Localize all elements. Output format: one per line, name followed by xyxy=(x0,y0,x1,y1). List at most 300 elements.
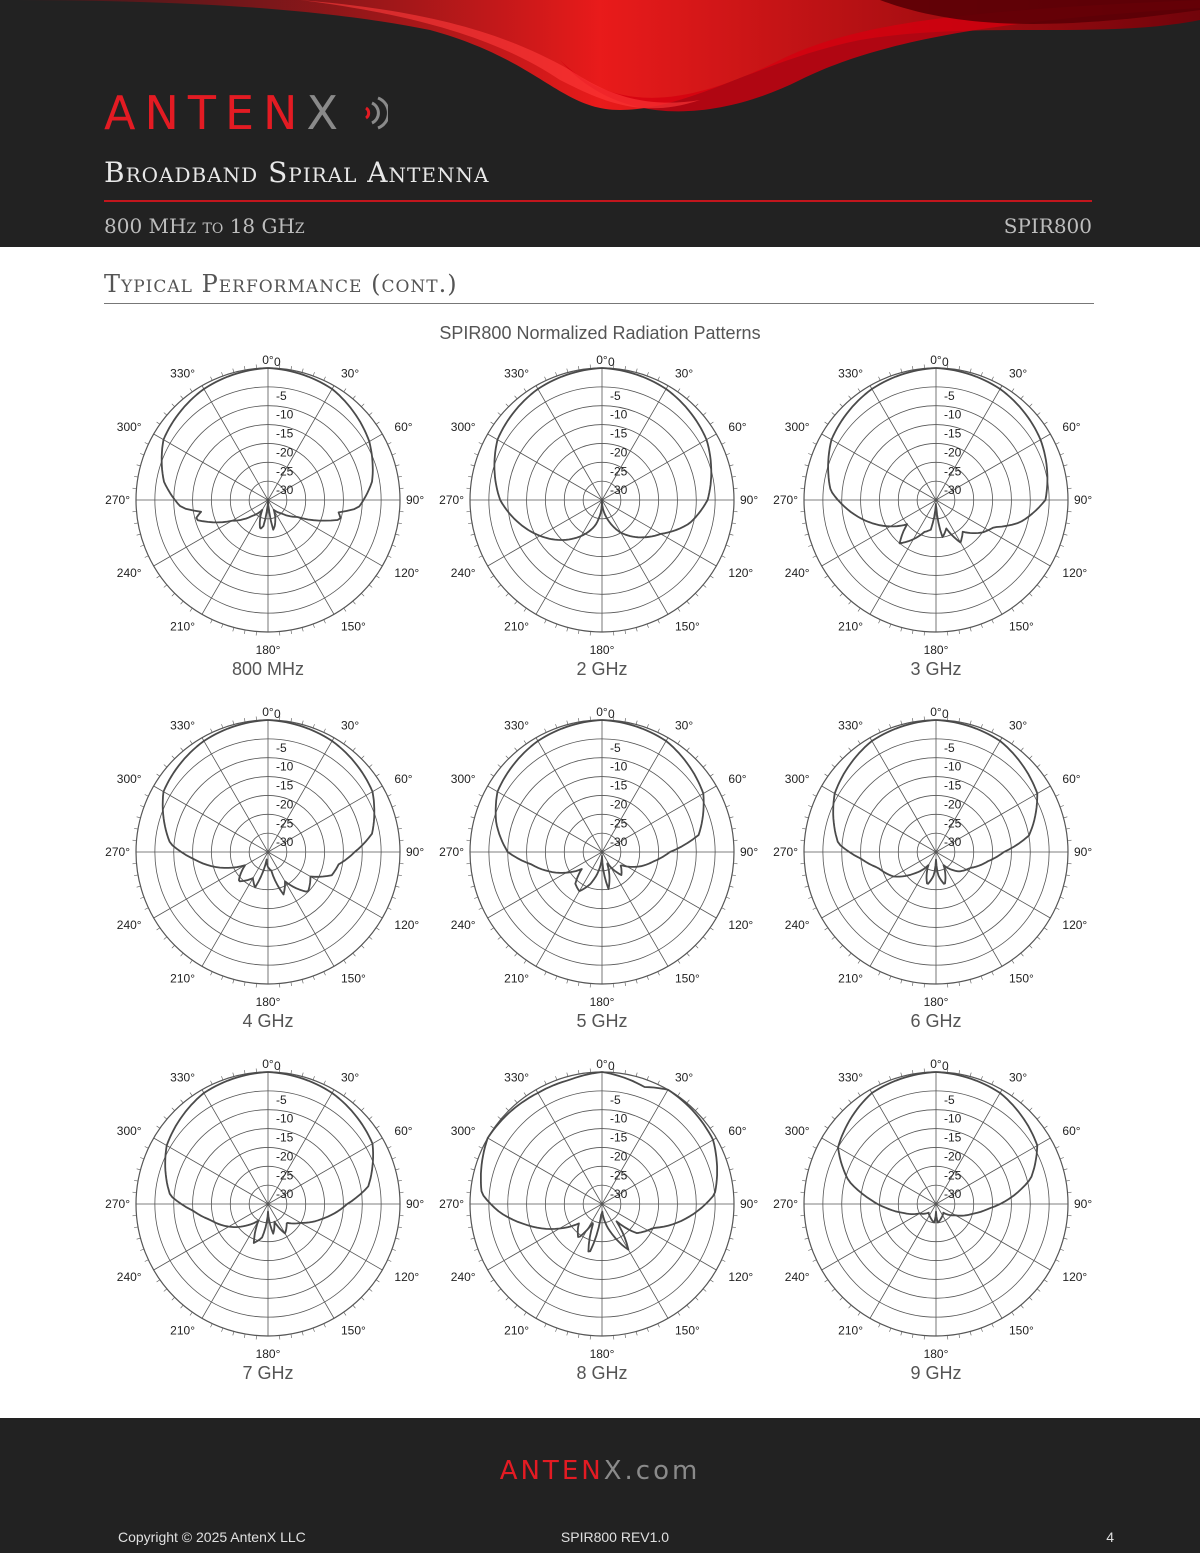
minor-tick xyxy=(474,545,478,546)
minor-tick xyxy=(695,945,698,948)
minor-tick xyxy=(479,443,483,445)
minor-tick xyxy=(808,897,812,898)
angle-tick-label: 270° xyxy=(105,1197,130,1211)
angle-tick-label: 0° xyxy=(262,705,274,719)
minor-tick xyxy=(578,1070,579,1074)
angle-tick-label: 240° xyxy=(784,918,810,932)
minor-tick xyxy=(732,1180,736,1181)
frequency-caption: 800 MHz xyxy=(231,659,305,679)
minor-tick xyxy=(658,620,660,624)
angle-tick-label: 150° xyxy=(1009,971,1034,986)
minor-tick xyxy=(625,1070,626,1074)
minor-tick xyxy=(578,1334,579,1338)
minor-tick xyxy=(879,972,881,976)
minor-tick xyxy=(545,620,547,624)
minor-tick xyxy=(524,389,526,392)
grid-spoke xyxy=(268,852,334,966)
minor-tick xyxy=(912,1070,913,1074)
minor-tick xyxy=(1060,1249,1064,1250)
minor-tick xyxy=(145,1260,149,1262)
minor-tick xyxy=(732,875,736,876)
radial-tick-label: -25 xyxy=(276,1168,294,1183)
minor-tick xyxy=(491,576,494,578)
radial-tick-label: -25 xyxy=(610,464,628,479)
radial-tick-label: -10 xyxy=(276,759,294,774)
minor-tick xyxy=(687,1100,690,1103)
minor-tick xyxy=(981,1328,982,1332)
minor-tick xyxy=(361,1297,364,1300)
minor-tick xyxy=(221,1076,222,1080)
grid-spoke xyxy=(154,852,268,918)
radial-tick-label: -25 xyxy=(944,1168,962,1183)
minor-tick xyxy=(157,928,160,930)
minor-tick xyxy=(1044,422,1047,424)
minor-tick xyxy=(578,366,579,370)
minor-tick xyxy=(468,875,472,876)
minor-tick xyxy=(545,972,547,976)
minor-tick xyxy=(805,817,809,818)
angle-tick-label: 180° xyxy=(255,995,281,1009)
angle-tick-label: 300° xyxy=(116,420,142,434)
angle-tick-label: 330° xyxy=(838,366,863,381)
minor-tick xyxy=(181,1100,184,1103)
minor-tick xyxy=(825,576,828,578)
minor-tick xyxy=(879,377,881,381)
angle-tick-label: 30° xyxy=(675,718,694,733)
minor-tick xyxy=(1029,593,1032,596)
minor-tick xyxy=(981,976,982,980)
minor-tick xyxy=(710,774,713,776)
minor-tick xyxy=(858,608,860,611)
minor-tick xyxy=(1060,897,1064,898)
angle-tick-label: 180° xyxy=(255,643,281,657)
minor-tick xyxy=(1066,875,1070,876)
frequency-caption: 4 GHz xyxy=(242,1011,294,1031)
minor-tick xyxy=(134,1180,138,1181)
minor-tick xyxy=(211,729,213,733)
angle-tick-label: 30° xyxy=(675,1070,694,1085)
minor-tick xyxy=(491,1126,494,1128)
radial-tick-label: -5 xyxy=(276,740,287,755)
angle-tick-label: 30° xyxy=(1009,718,1028,733)
angle-tick-label: 0° xyxy=(930,705,942,719)
minor-tick xyxy=(1064,886,1068,887)
minor-tick xyxy=(732,1227,736,1228)
minor-tick xyxy=(1064,817,1068,818)
minor-tick xyxy=(813,795,817,797)
radial-tick-label: -30 xyxy=(944,483,962,498)
minor-tick xyxy=(398,1227,402,1228)
minor-tick xyxy=(840,1108,843,1111)
minor-tick xyxy=(137,1238,141,1239)
minor-tick xyxy=(506,593,509,596)
minor-tick xyxy=(524,741,526,744)
radial-tick-label: -20 xyxy=(276,797,294,812)
minor-tick xyxy=(970,980,971,984)
grid-spoke xyxy=(268,1204,334,1318)
grid-spoke xyxy=(202,500,268,614)
minor-tick xyxy=(474,897,478,898)
minor-tick xyxy=(912,1334,913,1338)
minor-tick xyxy=(858,1312,860,1315)
angle-tick-label: 210° xyxy=(504,971,529,986)
minor-tick xyxy=(802,875,806,876)
minor-tick xyxy=(805,1238,809,1239)
minor-tick xyxy=(471,886,475,887)
minor-tick xyxy=(313,372,314,376)
minor-tick xyxy=(849,396,852,399)
minor-tick xyxy=(524,1312,526,1315)
frequency-range: 800 MHz to 18 GHz xyxy=(104,214,305,238)
minor-tick xyxy=(992,620,994,624)
minor-tick xyxy=(901,1073,902,1077)
minor-tick xyxy=(832,937,835,940)
grid-spoke xyxy=(488,852,602,918)
minor-tick xyxy=(376,774,379,776)
radial-tick-label: 0 xyxy=(608,355,615,369)
minor-tick xyxy=(145,556,149,558)
radial-tick-label: -25 xyxy=(944,816,962,831)
angle-tick-label: 270° xyxy=(105,845,130,859)
minor-tick xyxy=(244,630,245,634)
minor-tick xyxy=(678,741,680,744)
minor-tick xyxy=(157,774,160,776)
minor-tick xyxy=(1064,534,1068,535)
radial-tick-label: -20 xyxy=(610,797,628,812)
minor-tick xyxy=(172,404,175,407)
minor-tick xyxy=(636,1332,637,1336)
angle-tick-label: 90° xyxy=(740,493,759,507)
minor-tick xyxy=(164,765,167,768)
minor-tick xyxy=(474,453,478,454)
radial-tick-label: -5 xyxy=(944,388,955,403)
minor-tick xyxy=(802,1180,806,1181)
angle-tick-label: 120° xyxy=(728,918,754,932)
minor-tick xyxy=(687,748,690,751)
radial-tick-label: -15 xyxy=(610,778,628,793)
minor-tick xyxy=(832,1117,835,1120)
minor-tick xyxy=(140,1249,144,1250)
minor-tick xyxy=(211,620,213,624)
minor-tick xyxy=(813,556,817,558)
minor-tick xyxy=(879,620,881,624)
minor-tick xyxy=(732,476,736,477)
minor-tick xyxy=(369,413,372,416)
minor-tick xyxy=(221,724,222,728)
angle-tick-label: 270° xyxy=(773,493,798,507)
minor-tick xyxy=(388,1260,392,1262)
minor-tick xyxy=(992,1081,994,1085)
minor-tick xyxy=(992,377,994,381)
minor-tick xyxy=(858,389,860,392)
angle-tick-label: 120° xyxy=(1062,566,1088,580)
angle-tick-label: 300° xyxy=(116,772,142,786)
minor-tick xyxy=(840,404,843,407)
minor-tick xyxy=(901,369,902,373)
radial-tick-label: -20 xyxy=(944,1149,962,1164)
part-number: SPIR800 xyxy=(1003,214,1092,238)
minor-tick xyxy=(1037,1117,1040,1120)
minor-tick xyxy=(164,1289,167,1292)
minor-tick xyxy=(291,1070,292,1074)
minor-tick xyxy=(190,389,192,392)
minor-tick xyxy=(471,465,475,466)
minor-tick xyxy=(625,1334,626,1338)
minor-tick xyxy=(1066,523,1070,524)
minor-tick xyxy=(832,1289,835,1292)
angle-tick-label: 60° xyxy=(728,420,747,434)
minor-tick xyxy=(678,960,680,963)
frequency-caption: 3 GHz xyxy=(910,659,962,679)
polar-chart xyxy=(105,353,424,679)
minor-tick xyxy=(157,576,160,578)
minor-tick xyxy=(471,1238,475,1239)
minor-tick xyxy=(726,1249,730,1250)
minor-tick xyxy=(678,389,680,392)
minor-tick xyxy=(172,593,175,596)
minor-tick xyxy=(1060,453,1064,454)
minor-tick xyxy=(912,718,913,722)
minor-tick xyxy=(732,828,736,829)
minor-tick xyxy=(813,908,817,910)
minor-tick xyxy=(134,476,138,477)
radial-tick-label: -10 xyxy=(944,407,962,422)
minor-tick xyxy=(361,1108,364,1111)
minor-tick xyxy=(313,1076,314,1080)
minor-tick xyxy=(145,443,149,445)
minor-tick xyxy=(134,875,138,876)
minor-tick xyxy=(344,608,346,611)
minor-tick xyxy=(221,372,222,376)
minor-tick xyxy=(392,805,396,806)
minor-tick xyxy=(324,1081,326,1085)
minor-tick xyxy=(840,756,843,759)
minor-tick xyxy=(344,741,346,744)
radial-tick-label: -20 xyxy=(944,445,962,460)
angle-tick-label: 330° xyxy=(170,366,195,381)
minor-tick xyxy=(361,945,364,948)
minor-tick xyxy=(491,928,494,930)
minor-tick xyxy=(802,828,806,829)
minor-tick xyxy=(211,972,213,976)
minor-tick xyxy=(703,585,706,588)
polar-chart xyxy=(105,705,424,1031)
minor-tick xyxy=(555,724,556,728)
radial-tick-label: -20 xyxy=(944,797,962,812)
section-title: Typical Performance (cont.) xyxy=(104,270,458,298)
minor-tick xyxy=(353,396,356,399)
minor-tick xyxy=(695,404,698,407)
minor-tick xyxy=(515,748,518,751)
minor-tick xyxy=(291,366,292,370)
frequency-caption: 2 GHz xyxy=(576,659,628,679)
minor-tick xyxy=(832,585,835,588)
minor-tick xyxy=(479,908,483,910)
minor-tick xyxy=(901,980,902,984)
minor-tick xyxy=(726,897,730,898)
minor-tick xyxy=(302,369,303,373)
minor-tick xyxy=(134,828,138,829)
minor-tick xyxy=(498,413,501,416)
minor-tick xyxy=(1021,953,1024,956)
grid-spoke xyxy=(602,1204,668,1318)
angle-tick-label: 150° xyxy=(341,619,366,634)
minor-tick xyxy=(805,534,809,535)
minor-tick xyxy=(353,953,356,956)
grid-spoke xyxy=(870,738,936,852)
minor-tick xyxy=(567,1073,568,1077)
minor-tick xyxy=(181,396,184,399)
polar-chart xyxy=(773,705,1092,1031)
minor-tick xyxy=(471,534,475,535)
minor-tick xyxy=(636,369,637,373)
minor-tick xyxy=(1029,756,1032,759)
radial-tick-label: -10 xyxy=(610,1111,628,1126)
polar-chart xyxy=(439,1057,758,1383)
minor-tick xyxy=(912,630,913,634)
radial-tick-label: -10 xyxy=(276,1111,294,1126)
minor-tick xyxy=(555,1076,556,1080)
minor-tick xyxy=(879,1081,881,1085)
minor-tick xyxy=(344,1312,346,1315)
grid-spoke xyxy=(936,852,1050,918)
minor-tick xyxy=(157,1280,160,1282)
minor-tick xyxy=(302,721,303,725)
radial-tick-label: 0 xyxy=(942,355,949,369)
minor-tick xyxy=(1056,556,1060,558)
minor-tick xyxy=(172,945,175,948)
minor-tick xyxy=(1029,1108,1032,1111)
radial-tick-label: -25 xyxy=(610,1168,628,1183)
angle-tick-label: 60° xyxy=(728,1124,747,1138)
minor-tick xyxy=(164,413,167,416)
radial-tick-label: 0 xyxy=(608,707,615,721)
minor-tick xyxy=(369,1117,372,1120)
radial-tick-label: -20 xyxy=(276,1149,294,1164)
minor-tick xyxy=(802,1227,806,1228)
minor-tick xyxy=(730,1238,734,1239)
radial-tick-label: 0 xyxy=(274,355,281,369)
minor-tick xyxy=(244,1334,245,1338)
minor-tick xyxy=(479,1260,483,1262)
minor-tick xyxy=(392,453,396,454)
minor-tick xyxy=(145,795,149,797)
angle-tick-label: 300° xyxy=(116,1124,142,1138)
minor-tick xyxy=(889,372,890,376)
minor-tick xyxy=(578,630,579,634)
angle-tick-label: 240° xyxy=(450,918,476,932)
minor-tick xyxy=(808,545,812,546)
revision-label: SPIR800 REV1.0 xyxy=(560,1529,670,1545)
minor-tick xyxy=(703,937,706,940)
minor-tick xyxy=(1056,1260,1060,1262)
angle-tick-label: 330° xyxy=(504,1070,529,1085)
minor-tick xyxy=(233,628,234,632)
grid-spoke xyxy=(602,1204,716,1270)
minor-tick xyxy=(808,1249,812,1250)
minor-tick xyxy=(722,1147,726,1149)
grid-spoke xyxy=(154,500,268,566)
minor-tick xyxy=(398,476,402,477)
page-number: 4 xyxy=(1106,1529,1114,1545)
grid-spoke xyxy=(488,1204,602,1270)
minor-tick xyxy=(1037,937,1040,940)
minor-tick xyxy=(506,945,509,948)
minor-tick xyxy=(137,817,141,818)
minor-tick xyxy=(479,556,483,558)
minor-tick xyxy=(545,729,547,733)
minor-tick xyxy=(722,908,726,910)
minor-tick xyxy=(244,366,245,370)
minor-tick xyxy=(388,443,392,445)
angle-tick-label: 210° xyxy=(504,1323,529,1338)
minor-tick xyxy=(474,1249,478,1250)
minor-tick xyxy=(361,593,364,596)
minor-tick xyxy=(695,593,698,596)
minor-tick xyxy=(710,422,713,424)
angle-tick-label: 90° xyxy=(740,1197,759,1211)
radiation-pattern-line xyxy=(481,1072,717,1252)
minor-tick xyxy=(1056,908,1060,910)
grid-spoke xyxy=(202,738,268,852)
grid-spoke xyxy=(202,1090,268,1204)
minor-tick xyxy=(140,805,144,806)
minor-tick xyxy=(324,620,326,624)
radial-tick-label: -5 xyxy=(610,1092,621,1107)
radial-tick-label: -30 xyxy=(944,835,962,850)
angle-tick-label: 150° xyxy=(675,1323,700,1338)
minor-tick xyxy=(388,556,392,558)
minor-tick xyxy=(658,972,660,976)
minor-tick xyxy=(515,396,518,399)
angle-tick-label: 120° xyxy=(394,918,420,932)
minor-tick xyxy=(396,1238,400,1239)
radial-tick-label: 0 xyxy=(274,707,281,721)
minor-tick xyxy=(1056,1147,1060,1149)
minor-tick xyxy=(970,628,971,632)
minor-tick xyxy=(687,601,690,604)
minor-tick xyxy=(959,1334,960,1338)
minor-tick xyxy=(1044,576,1047,578)
radial-tick-label: -30 xyxy=(276,1187,294,1202)
minor-tick xyxy=(1012,608,1014,611)
grid-spoke xyxy=(870,500,936,614)
angle-tick-label: 90° xyxy=(740,845,759,859)
minor-tick xyxy=(636,1073,637,1077)
grid-spoke xyxy=(488,500,602,566)
minor-tick xyxy=(959,366,960,370)
radial-tick-label: -15 xyxy=(944,426,962,441)
minor-tick xyxy=(506,756,509,759)
minor-tick xyxy=(658,1081,660,1085)
angle-tick-label: 60° xyxy=(728,772,747,786)
footer-logo[interactable]: ANTENX.com xyxy=(499,1456,701,1486)
minor-tick xyxy=(730,886,734,887)
minor-tick xyxy=(703,1289,706,1292)
minor-tick xyxy=(959,630,960,634)
minor-tick xyxy=(302,1073,303,1077)
angle-tick-label: 270° xyxy=(105,493,130,507)
radial-tick-label: -15 xyxy=(944,1130,962,1145)
angle-tick-label: 180° xyxy=(589,995,615,1009)
minor-tick xyxy=(695,1297,698,1300)
minor-tick xyxy=(636,721,637,725)
angle-tick-label: 330° xyxy=(838,1070,863,1085)
minor-tick xyxy=(726,453,730,454)
radial-tick-label: -20 xyxy=(610,445,628,460)
minor-tick xyxy=(687,396,690,399)
radial-tick-label: -20 xyxy=(276,445,294,460)
